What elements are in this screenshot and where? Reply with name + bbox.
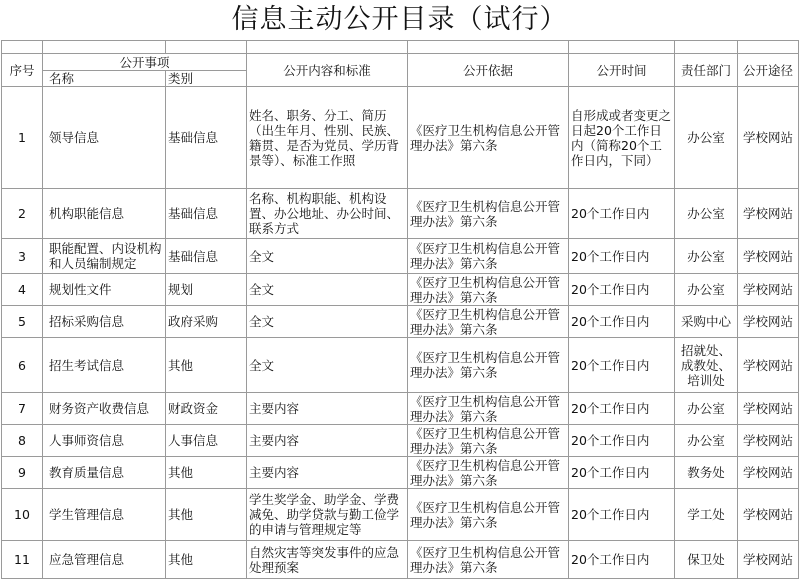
- row-basis-cell: 《医疗卫生机构信息公开管理办法》第六条: [408, 457, 569, 489]
- header-name: 名称: [43, 71, 166, 87]
- table-row: [2, 489, 799, 541]
- header-time: 公开时间: [569, 54, 675, 87]
- row-seq-cell: 7: [2, 393, 43, 425]
- row-channel-cell: 学校网站: [738, 274, 799, 306]
- row-content-cell: 自然灾害等突发事件的应急处理预案: [247, 541, 408, 579]
- row-category-cell: 规划: [166, 274, 247, 306]
- header-content: 公开内容和标准: [247, 54, 408, 87]
- row-basis-cell: 《医疗卫生机构信息公开管理办法》第六条: [408, 489, 569, 541]
- row-category-cell: 基础信息: [166, 189, 247, 239]
- row-channel-cell: 学校网站: [738, 306, 799, 338]
- table-row: [2, 306, 799, 338]
- row-category-cell: 政府采购: [166, 306, 247, 338]
- row-basis-cell: 《医疗卫生机构信息公开管理办法》第六条: [408, 338, 569, 393]
- row-content-cell: 全文: [247, 306, 408, 338]
- row-channel-cell: 学校网站: [738, 425, 799, 457]
- header-item-group: 公开事项: [43, 54, 247, 71]
- row-name-cell: 领导信息: [43, 87, 166, 189]
- row-name-cell: 应急管理信息: [43, 541, 166, 579]
- row-category-cell: 财政资金: [166, 393, 247, 425]
- row-dept-cell: 办公室: [675, 189, 738, 239]
- row-content-cell: 主要内容: [247, 457, 408, 489]
- header-seq: 序号: [2, 54, 43, 87]
- row-category-cell: 其他: [166, 338, 247, 393]
- row-name-cell: 人事师资信息: [43, 425, 166, 457]
- row-category-cell: 其他: [166, 457, 247, 489]
- row-dept-cell: 学工处: [675, 489, 738, 541]
- row-dept-cell: 招就处、成教处、培训处: [675, 338, 738, 393]
- row-content-cell: 主要内容: [247, 425, 408, 457]
- table-row: [2, 393, 799, 425]
- row-name-cell: 招生考试信息: [43, 338, 166, 393]
- row-content-cell: 全文: [247, 274, 408, 306]
- row-name-cell: 教育质量信息: [43, 457, 166, 489]
- row-seq-cell: 2: [2, 189, 43, 239]
- row-dept-cell: 办公室: [675, 87, 738, 189]
- header-category: 类别: [166, 71, 247, 87]
- row-seq-cell: 10: [2, 489, 43, 541]
- row-channel-cell: 学校网站: [738, 189, 799, 239]
- row-basis-cell: 《医疗卫生机构信息公开管理办法》第六条: [408, 541, 569, 579]
- row-seq-cell: 1: [2, 87, 43, 189]
- row-seq-cell: 4: [2, 274, 43, 306]
- blank-row: [2, 41, 799, 54]
- header-basis: 公开依据: [408, 54, 569, 87]
- row-channel-cell: 学校网站: [738, 338, 799, 393]
- row-dept-cell: 办公室: [675, 425, 738, 457]
- row-channel-cell: 学校网站: [738, 393, 799, 425]
- row-channel-cell: 学校网站: [738, 489, 799, 541]
- row-time-cell: 20个工作日内: [569, 306, 675, 338]
- row-content-cell: 全文: [247, 338, 408, 393]
- row-category-cell: 基础信息: [166, 87, 247, 189]
- row-name-cell: 机构职能信息: [43, 189, 166, 239]
- row-content-cell: 主要内容: [247, 393, 408, 425]
- table-row: [2, 87, 799, 189]
- table-row: [2, 338, 799, 393]
- row-basis-cell: 《医疗卫生机构信息公开管理办法》第六条: [408, 425, 569, 457]
- row-time-cell: 20个工作日内: [569, 239, 675, 274]
- row-dept-cell: 办公室: [675, 393, 738, 425]
- row-basis-cell: 《医疗卫生机构信息公开管理办法》第六条: [408, 274, 569, 306]
- row-basis-cell: 《医疗卫生机构信息公开管理办法》第六条: [408, 239, 569, 274]
- row-time-cell: 自形成或者变更之日起20个工作日内（简称20个工作日内，下同）: [569, 87, 675, 189]
- row-name-cell: 职能配置、内设机构和人员编制规定: [43, 239, 166, 274]
- table-row: [2, 541, 799, 579]
- row-seq-cell: 8: [2, 425, 43, 457]
- row-seq-cell: 11: [2, 541, 43, 579]
- table-row: [2, 239, 799, 274]
- page-title: 信息主动公开目录（试行）: [231, 4, 568, 35]
- row-channel-cell: 学校网站: [738, 541, 799, 579]
- row-dept-cell: 办公室: [675, 274, 738, 306]
- row-channel-cell: 学校网站: [738, 457, 799, 489]
- disclosure-table: [1, 40, 799, 579]
- row-content-cell: 名称、机构职能、机构设置、办公地址、办公时间、联系方式: [247, 189, 408, 239]
- table-row: [2, 274, 799, 306]
- row-dept-cell: 办公室: [675, 239, 738, 274]
- row-category-cell: 基础信息: [166, 239, 247, 274]
- row-time-cell: 20个工作日内: [569, 274, 675, 306]
- row-content-cell: 全文: [247, 239, 408, 274]
- row-basis-cell: 《医疗卫生机构信息公开管理办法》第六条: [408, 393, 569, 425]
- row-content-cell: 学生奖学金、助学金、学费减免、助学贷款与勤工俭学的申请与管理规定等: [247, 489, 408, 541]
- row-content-cell: 姓名、职务、分工、简历（出生年月、性别、民族、籍贯、是否为党员、学历背景等）、标准工作照: [247, 87, 408, 189]
- row-channel-cell: 学校网站: [738, 87, 799, 189]
- row-time-cell: 20个工作日内: [569, 425, 675, 457]
- header-dept: 责任部门: [675, 54, 738, 87]
- row-dept-cell: 采购中心: [675, 306, 738, 338]
- header-row-top: [2, 54, 799, 71]
- row-seq-cell: 9: [2, 457, 43, 489]
- row-category-cell: 其他: [166, 489, 247, 541]
- row-basis-cell: 《医疗卫生机构信息公开管理办法》第六条: [408, 189, 569, 239]
- row-category-cell: 其他: [166, 541, 247, 579]
- row-name-cell: 规划性文件: [43, 274, 166, 306]
- row-name-cell: 财务资产收费信息: [43, 393, 166, 425]
- row-name-cell: 招标采购信息: [43, 306, 166, 338]
- table-row: [2, 457, 799, 489]
- row-seq-cell: 5: [2, 306, 43, 338]
- row-time-cell: 20个工作日内: [569, 489, 675, 541]
- row-basis-cell: 《医疗卫生机构信息公开管理办法》第六条: [408, 87, 569, 189]
- row-seq-cell: 6: [2, 338, 43, 393]
- row-time-cell: 20个工作日内: [569, 541, 675, 579]
- row-time-cell: 20个工作日内: [569, 189, 675, 239]
- row-dept-cell: 教务处: [675, 457, 738, 489]
- row-dept-cell: 保卫处: [675, 541, 738, 579]
- row-name-cell: 学生管理信息: [43, 489, 166, 541]
- row-time-cell: 20个工作日内: [569, 338, 675, 393]
- table-row: [2, 425, 799, 457]
- row-basis-cell: 《医疗卫生机构信息公开管理办法》第六条: [408, 306, 569, 338]
- row-category-cell: 人事信息: [166, 425, 247, 457]
- row-seq-cell: 3: [2, 239, 43, 274]
- row-time-cell: 20个工作日内: [569, 393, 675, 425]
- table-row: [2, 189, 799, 239]
- row-time-cell: 20个工作日内: [569, 457, 675, 489]
- row-channel-cell: 学校网站: [738, 239, 799, 274]
- header-channel: 公开途径: [738, 54, 799, 87]
